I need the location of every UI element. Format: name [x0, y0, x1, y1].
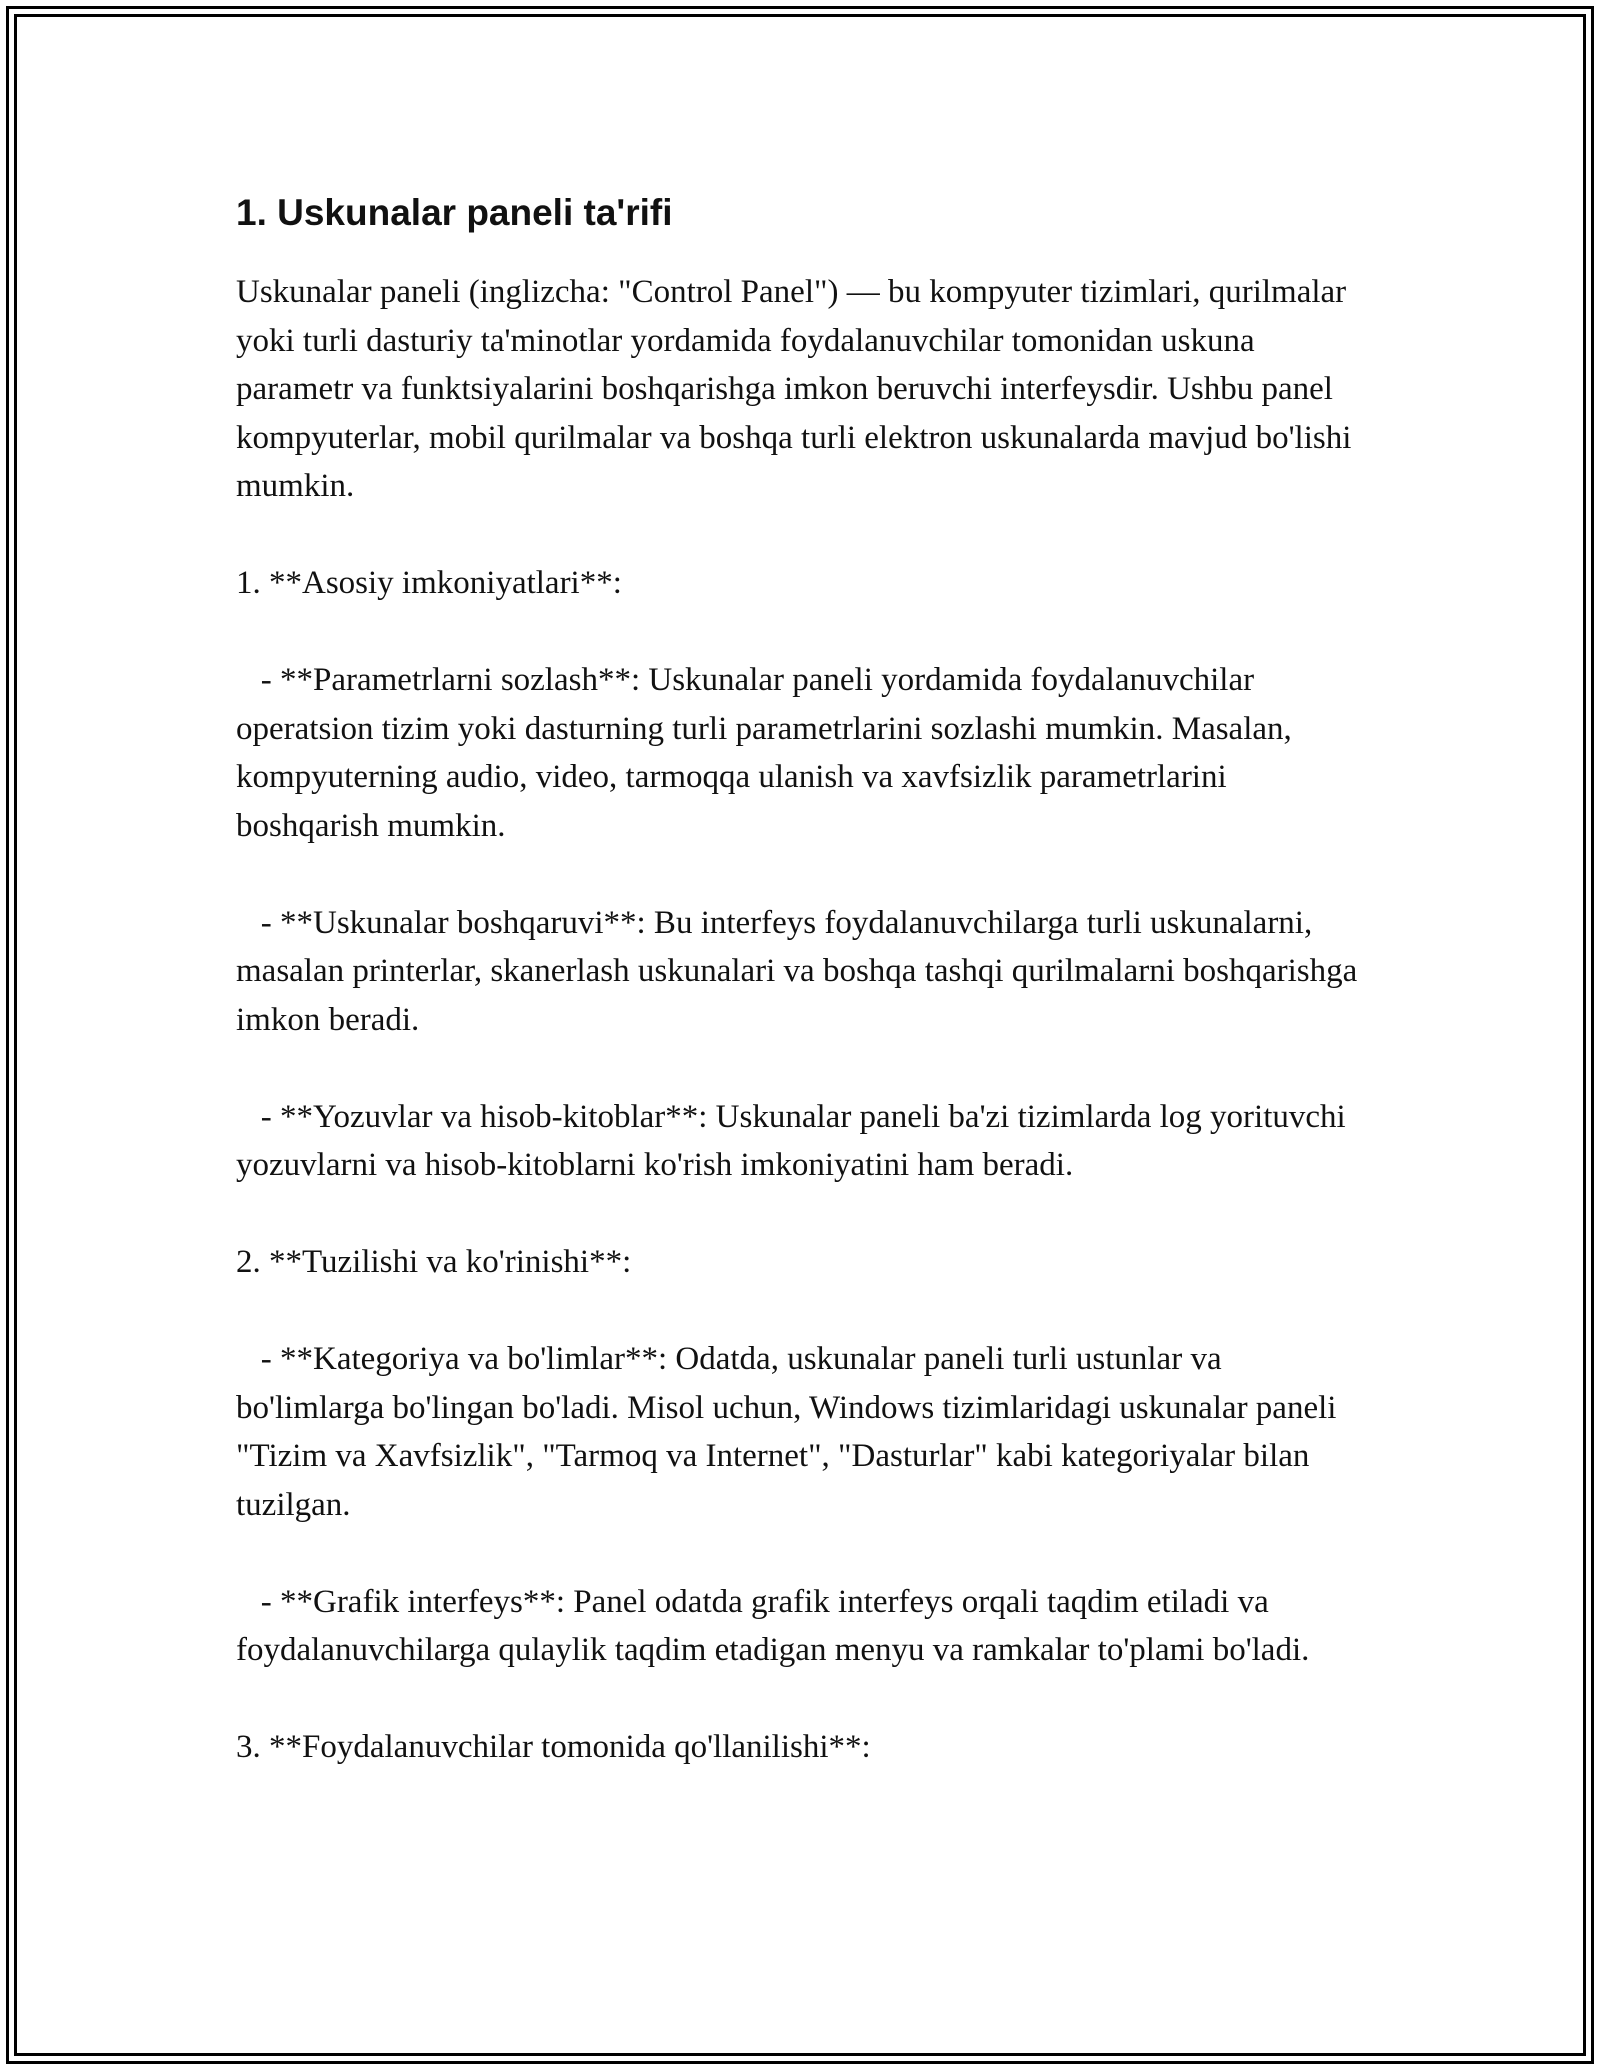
paragraph-gap: [236, 1675, 1376, 1724]
document-body: [236, 186, 1376, 1772]
list-item-heading-1: 1. **Asosiy imkoniyatlari**:: [236, 565, 622, 601]
paragraph-gap: [236, 850, 1376, 899]
paragraph-gap: [236, 1044, 1376, 1093]
paragraph-gap: [236, 608, 1376, 657]
list-subitem-grafik-interfeys: - **Grafik interfeys**: Panel odatda grafik interfeys orqali taqdim etiladi va foydalanuvchilarga qulaylik taqdim etadigan menyu va ramkalar to'plami bo'ladi.: [236, 1583, 1310, 1668]
list-subitem-kategoriya: - **Kategoriya va bo'limlar**: Odatda, uskunalar paneli turli ustunlar va bo'limlarga bo'lingan bo'ladi. Misol uchun, Windows tizimlaridagi uskunalar paneli "Tizim va Xavfsizlik", "Tarmoq va Internet", "Dasturlar" kabi kategoriyalar bilan tuzilgan.: [236, 1341, 1345, 1523]
list-item-heading-3: 3. **Foydalanuvchilar tomonida qo'llanilishi**:: [236, 1729, 871, 1765]
list-subitem-parametrlar: - **Parametrlarni sozlash**: Uskunalar paneli yordamida foydalanuvchilar operatsion tizim yoki dasturning turli parametrlarini sozlashi mumkin. Masalan, kompyuterning audio, video, tarmoqqa ulanish va xavfsizlik parametrlarini boshqarish mumkin.: [236, 662, 1301, 844]
paragraph-gap: [236, 511, 1376, 560]
paragraph-gap: [236, 1529, 1376, 1578]
paragraph-gap: [236, 1190, 1376, 1239]
list-subitem-uskunalar-boshqaruvi: - **Uskunalar boshqaruvi**: Bu interfeys foydalanuvchilarga turli uskunalarni, masalan printerlar, skanerlash uskunalari va boshqa tashqi qurilmalarni boshqarishga imkon beradi.: [236, 904, 1366, 1038]
list-subitem-yozuvlar: - **Yozuvlar va hisob-kitoblar**: Uskunalar paneli ba'zi tizimlarda log yorituvchi yozuvlarni va hisob-kitoblarni ko'rish imkoniyatini ham beradi.: [236, 1098, 1354, 1183]
intro-paragraph: Uskunalar paneli (inglizcha: "Control Panel") — bu kompyuter tizimlari, qurilmalar yoki turli dasturiy ta'minotlar yordamida foydalanuvchilar tomonidan uskuna parametr va funktsiyalarini boshqarishga imkon beruvchi interfeysdir. Ushbu panel kompyuterlar, mobil qurilmalar va boshqa turli elektron uskunalarda mavjud bo'lishi mumkin.: [236, 274, 1360, 504]
section-heading: 1. Uskunalar paneli ta'rifi: [236, 192, 673, 233]
paragraph-gap: [236, 1287, 1376, 1336]
list-item-heading-2: 2. **Tuzilishi va ko'rinishi**:: [236, 1244, 632, 1280]
